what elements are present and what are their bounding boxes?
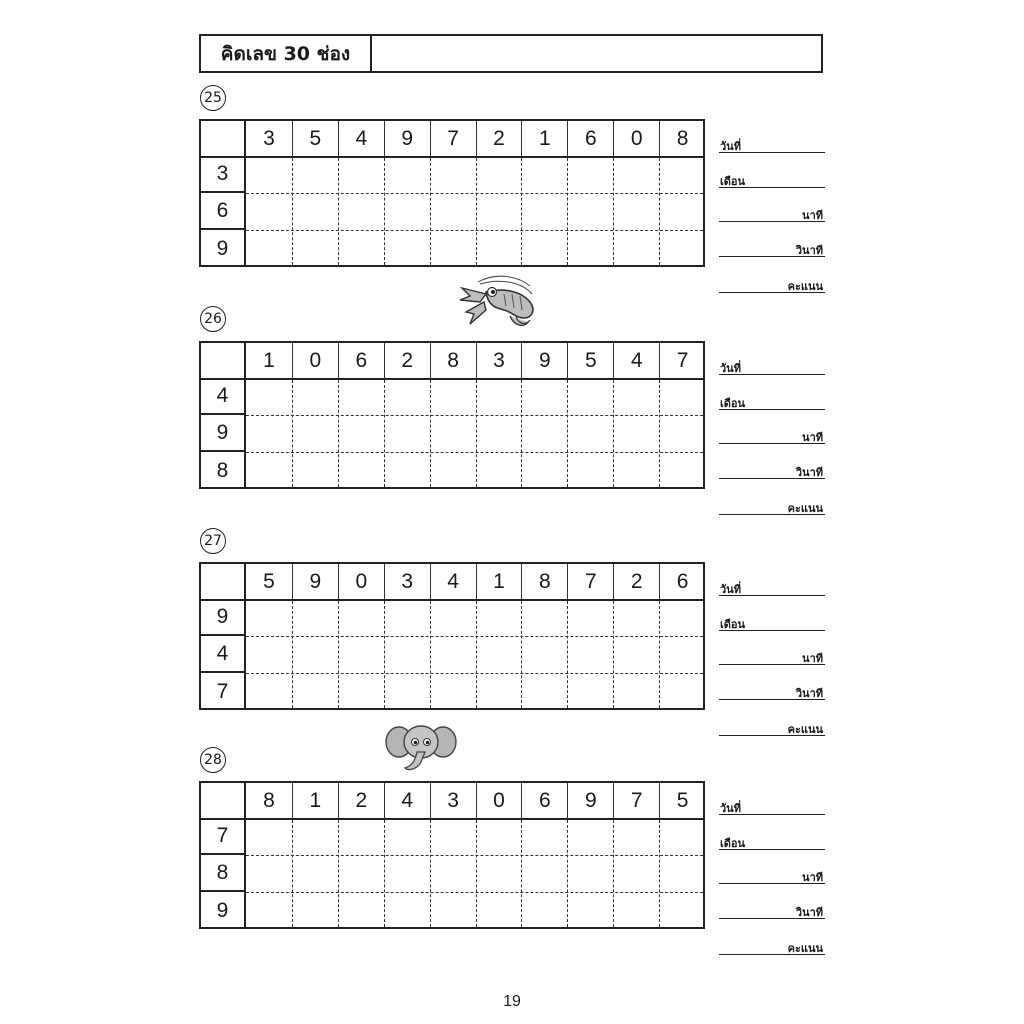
top-digit-cell: 9 <box>567 783 613 818</box>
multiplication-grid <box>199 562 705 710</box>
top-digit-cell: 9 <box>292 564 338 599</box>
grid-divider <box>292 601 293 708</box>
side-digit-cell: 8 <box>216 458 229 482</box>
top-digit-cell: 2 <box>476 121 522 156</box>
top-digit-cell: 3 <box>384 564 430 599</box>
record-line-score <box>719 954 825 955</box>
top-digit-cell: 4 <box>338 121 384 156</box>
top-digit-cell: 1 <box>476 564 522 599</box>
top-digit-cell: 4 <box>613 343 659 378</box>
record-label-score: คะแนน <box>787 280 823 293</box>
grid-divider <box>659 820 660 927</box>
grid-divider <box>246 452 703 453</box>
side-digit-cell: 6 <box>201 193 244 230</box>
grid-divider <box>384 820 385 927</box>
side-digit-cell: 9 <box>216 898 229 922</box>
top-digit-cell: 3 <box>263 126 275 150</box>
record-label-score: คะแนน <box>787 942 823 955</box>
record-label-seconds: วินาที <box>795 466 823 479</box>
record-line-seconds <box>719 256 825 257</box>
record-label-seconds: วินาที <box>795 244 823 257</box>
corner-cell <box>201 343 246 378</box>
grid-divider <box>430 380 431 487</box>
side-digit-cell: 9 <box>201 415 244 452</box>
grid-divider <box>384 158 385 265</box>
grid-divider <box>613 380 614 487</box>
side-digit-cell: 3 <box>201 156 244 193</box>
shrimp-icon <box>456 272 542 332</box>
top-digit-cell: 3 <box>476 343 522 378</box>
left-column <box>201 818 246 927</box>
side-digit-cell: 7 <box>216 679 229 703</box>
grid-divider <box>430 820 431 927</box>
top-digit-cell: 6 <box>567 121 613 156</box>
grid-divider <box>338 820 339 927</box>
grid-divider <box>246 636 703 637</box>
record-line-score <box>719 735 825 736</box>
record-label-minutes: นาที <box>802 652 823 665</box>
top-digit-cell: 5 <box>292 121 338 156</box>
grid-divider <box>384 601 385 708</box>
record-label-score: คะแนน <box>787 502 823 515</box>
worksheet-title: คิดเลข 30 ช่อง <box>201 36 372 71</box>
grid-divider <box>476 820 477 927</box>
grid-divider <box>246 855 703 856</box>
top-digit-cell: 1 <box>263 348 275 372</box>
top-digit-cell: 6 <box>338 343 384 378</box>
top-digit-cell: 0 <box>338 564 384 599</box>
grid-divider <box>567 158 568 265</box>
top-digit-cell: 9 <box>384 121 430 156</box>
record-label-month: เดือน <box>720 397 746 410</box>
grid-divider <box>521 601 522 708</box>
grid-divider <box>521 820 522 927</box>
left-column <box>201 156 246 265</box>
grid-divider <box>476 380 477 487</box>
top-digit-cell: 5 <box>263 569 275 593</box>
grid-divider <box>430 601 431 708</box>
record-line-minutes <box>719 221 825 222</box>
multiplication-grid <box>199 781 705 929</box>
record-line-day <box>719 595 825 596</box>
grid-divider <box>292 380 293 487</box>
top-digit-cell: 7 <box>567 564 613 599</box>
page-number: 19 <box>503 993 521 1010</box>
record-line-month <box>719 630 825 631</box>
grid-divider <box>430 158 431 265</box>
top-digit-cell: 8 <box>521 564 567 599</box>
record-label-month: เดือน <box>720 618 746 631</box>
grid-divider <box>338 380 339 487</box>
grid-divider <box>613 158 614 265</box>
record-line-minutes <box>719 883 825 884</box>
exercise-number: 26 <box>200 306 226 332</box>
grid-divider <box>613 601 614 708</box>
grid-divider <box>521 158 522 265</box>
record-label-seconds: วินาที <box>795 906 823 919</box>
grid-divider <box>246 415 703 416</box>
record-label-month: เดือน <box>720 175 746 188</box>
multiplication-grid <box>199 341 705 489</box>
side-digit-cell: 4 <box>201 378 244 415</box>
record-line-seconds <box>719 478 825 479</box>
grid-divider <box>476 601 477 708</box>
record-line-seconds <box>719 918 825 919</box>
side-digit-cell: 7 <box>201 818 244 855</box>
top-digit-cell: 0 <box>292 343 338 378</box>
record-label-minutes: นาที <box>802 431 823 444</box>
top-digit-cell: 3 <box>430 783 476 818</box>
grid-divider <box>476 158 477 265</box>
record-label-month: เดือน <box>720 837 746 850</box>
side-digit-cell: 8 <box>201 855 244 892</box>
top-digit-cell: 7 <box>659 343 705 378</box>
record-line-month <box>719 187 825 188</box>
multiplication-grid <box>199 119 705 267</box>
record-line-day <box>719 374 825 375</box>
top-digit-cell: 2 <box>338 783 384 818</box>
corner-cell <box>201 121 246 156</box>
left-column <box>201 599 246 708</box>
top-digit-cell: 0 <box>613 121 659 156</box>
name-box <box>372 36 821 71</box>
top-digit-cell: 5 <box>567 343 613 378</box>
exercise-number: 28 <box>200 747 226 773</box>
top-digit-cell: 7 <box>430 121 476 156</box>
record-line-score <box>719 514 825 515</box>
exercise-number: 25 <box>200 85 226 111</box>
top-digit-cell: 1 <box>292 783 338 818</box>
side-digit-cell: 9 <box>201 599 244 636</box>
grid-divider <box>567 380 568 487</box>
top-digit-cell: 6 <box>521 783 567 818</box>
top-digit-cell: 9 <box>521 343 567 378</box>
record-line-seconds <box>719 699 825 700</box>
record-label-seconds: วินาที <box>795 687 823 700</box>
grid-divider <box>659 158 660 265</box>
top-digit-cell: 8 <box>263 788 275 812</box>
grid-divider <box>659 601 660 708</box>
top-digit-cell: 4 <box>430 564 476 599</box>
side-digit-cell: 4 <box>201 636 244 673</box>
top-digit-cell: 0 <box>476 783 522 818</box>
grid-divider <box>521 380 522 487</box>
record-line-score <box>719 292 825 293</box>
top-digit-cell: 4 <box>384 783 430 818</box>
grid-divider <box>338 158 339 265</box>
grid-divider <box>246 892 703 893</box>
top-digit-cell: 8 <box>659 121 705 156</box>
record-line-minutes <box>719 443 825 444</box>
grid-divider <box>567 601 568 708</box>
top-digit-cell: 5 <box>659 783 705 818</box>
record-label-minutes: นาที <box>802 209 823 222</box>
record-label-day: วันที่ <box>720 802 741 815</box>
grid-divider <box>567 820 568 927</box>
worksheet-header <box>199 34 823 73</box>
grid-divider <box>246 673 703 674</box>
elephant-icon <box>385 722 457 774</box>
record-line-day <box>719 152 825 153</box>
grid-divider <box>384 380 385 487</box>
left-column <box>201 378 246 487</box>
exercise-number: 27 <box>200 528 226 554</box>
record-label-day: วันที่ <box>720 362 741 375</box>
corner-cell <box>201 783 246 818</box>
top-digit-cell: 2 <box>384 343 430 378</box>
top-digit-cell: 7 <box>613 783 659 818</box>
top-digit-cell: 1 <box>521 121 567 156</box>
grid-divider <box>659 380 660 487</box>
top-digit-cell: 8 <box>430 343 476 378</box>
grid-divider <box>246 230 703 231</box>
top-digit-cell: 2 <box>613 564 659 599</box>
grid-divider <box>338 601 339 708</box>
record-label-day: วันที่ <box>720 140 741 153</box>
grid-divider <box>292 158 293 265</box>
side-digit-cell: 9 <box>216 236 229 260</box>
record-line-month <box>719 849 825 850</box>
record-label-minutes: นาที <box>802 871 823 884</box>
record-label-score: คะแนน <box>787 723 823 736</box>
corner-cell <box>201 564 246 599</box>
grid-divider <box>613 820 614 927</box>
grid-divider <box>246 193 703 194</box>
top-digit-cell: 6 <box>659 564 705 599</box>
grid-divider <box>292 820 293 927</box>
record-label-day: วันที่ <box>720 583 741 596</box>
record-line-minutes <box>719 664 825 665</box>
record-line-month <box>719 409 825 410</box>
record-line-day <box>719 814 825 815</box>
